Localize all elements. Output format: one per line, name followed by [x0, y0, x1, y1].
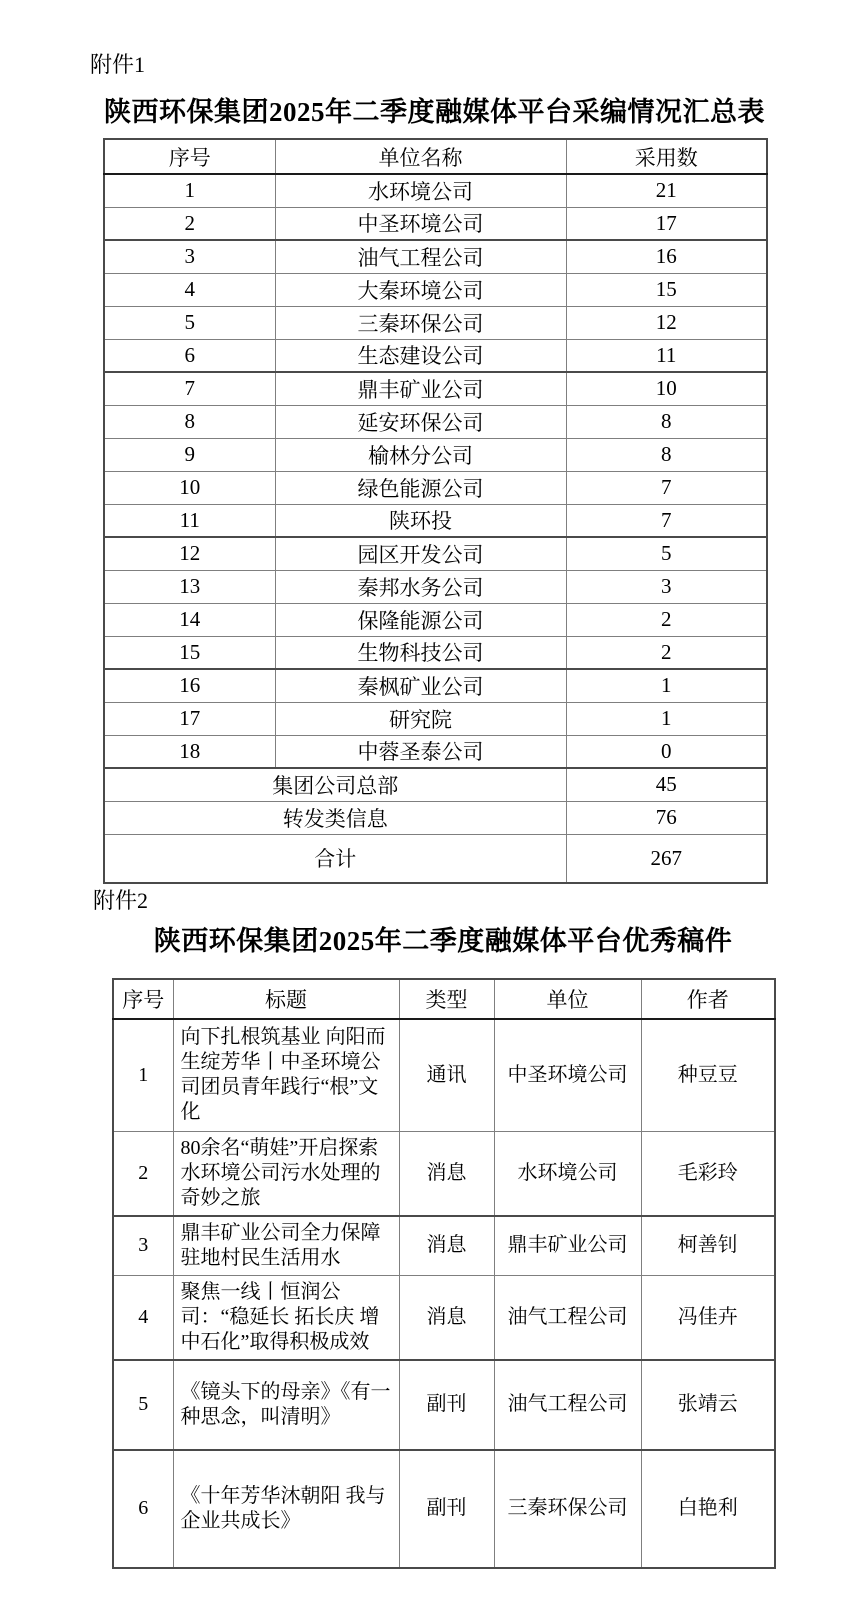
article-title: 鼎丰矿业公司全力保障驻地村民生活用水 — [173, 1216, 399, 1276]
table1-col-no: 序号 — [104, 139, 275, 174]
table-row — [104, 504, 767, 537]
article-no: 4 — [113, 1275, 173, 1360]
row-unit: 榆林分公司 — [275, 438, 566, 471]
row-unit: 延安环保公司 — [275, 405, 566, 438]
article-no: 6 — [113, 1450, 173, 1568]
summary-label: 转发类信息 — [104, 801, 566, 834]
row-no: 15 — [104, 636, 275, 669]
table1-title: 陕西环保集团2025年二季度融媒体平台采编情况汇总表 — [104, 97, 765, 127]
article-title: 聚焦一线丨恒润公司：“稳延长 拓长庆 增中石化”取得积极成效 — [173, 1275, 399, 1360]
article-author: 张靖云 — [641, 1360, 775, 1450]
table-row — [104, 240, 767, 273]
article-type: 副刊 — [399, 1450, 494, 1568]
article-title: 《镜头下的母亲》《有一种思念，叫清明》 — [173, 1360, 399, 1450]
row-no: 4 — [104, 273, 275, 306]
article-author: 白艳利 — [641, 1450, 775, 1568]
row-count: 21 — [566, 174, 767, 207]
row-unit: 园区开发公司 — [275, 537, 566, 570]
table-row — [104, 372, 767, 405]
article-unit: 水环境公司 — [494, 1131, 641, 1216]
table-row — [104, 207, 767, 240]
attachment1-label: 附件1 — [90, 52, 146, 77]
row-count: 7 — [566, 504, 767, 537]
row-unit: 生态建设公司 — [275, 339, 566, 372]
article-no: 3 — [113, 1216, 173, 1276]
table-row — [104, 306, 767, 339]
row-count: 2 — [566, 636, 767, 669]
row-unit: 鼎丰矿业公司 — [275, 372, 566, 405]
summary-count: 45 — [566, 768, 767, 801]
row-no: 1 — [104, 174, 275, 207]
summary-label: 集团公司总部 — [104, 768, 566, 801]
row-unit: 保隆能源公司 — [275, 603, 566, 636]
row-unit: 生物科技公司 — [275, 636, 566, 669]
row-no: 16 — [104, 669, 275, 702]
row-count: 1 — [566, 702, 767, 735]
article-type: 消息 — [399, 1216, 494, 1276]
table2-col-no: 序号 — [113, 979, 173, 1019]
table-row — [104, 471, 767, 504]
row-unit: 水环境公司 — [275, 174, 566, 207]
row-no: 3 — [104, 240, 275, 273]
row-no: 13 — [104, 570, 275, 603]
table-row — [104, 603, 767, 636]
article-row — [113, 1360, 775, 1450]
row-count: 8 — [566, 405, 767, 438]
article-row — [113, 1216, 775, 1276]
article-title: 《十年芳华沐朝阳 我与企业共成长》 — [173, 1450, 399, 1568]
table2-title: 陕西环保集团2025年二季度融媒体平台优秀稿件 — [153, 926, 733, 956]
article-type: 副刊 — [399, 1360, 494, 1450]
table2-col-author: 作者 — [641, 979, 775, 1019]
table2-col-unit: 单位 — [494, 979, 641, 1019]
row-unit: 秦枫矿业公司 — [275, 669, 566, 702]
row-count: 5 — [566, 537, 767, 570]
row-count: 2 — [566, 603, 767, 636]
article-title: 80余名“萌娃”开启探索水环境公司污水处理的奇妙之旅 — [173, 1131, 399, 1216]
row-count: 1 — [566, 669, 767, 702]
article-no: 5 — [113, 1360, 173, 1450]
article-type: 消息 — [399, 1275, 494, 1360]
table-row — [104, 636, 767, 669]
table-row — [104, 570, 767, 603]
table2-col-type: 类型 — [399, 979, 494, 1019]
table-row — [104, 339, 767, 372]
row-unit: 陕环投 — [275, 504, 566, 537]
article-row — [113, 1275, 775, 1360]
summary-row-hq — [104, 768, 767, 801]
article-author: 种豆豆 — [641, 1019, 775, 1131]
table-row — [104, 405, 767, 438]
table-row — [104, 438, 767, 471]
row-unit: 中蓉圣泰公司 — [275, 735, 566, 768]
row-no: 6 — [104, 339, 275, 372]
row-count: 11 — [566, 339, 767, 372]
row-unit: 秦邦水务公司 — [275, 570, 566, 603]
row-count: 16 — [566, 240, 767, 273]
row-no: 12 — [104, 537, 275, 570]
row-no: 7 — [104, 372, 275, 405]
row-unit: 三秦环保公司 — [275, 306, 566, 339]
table-row — [104, 537, 767, 570]
row-unit: 研究院 — [275, 702, 566, 735]
table-row — [104, 174, 767, 207]
article-author: 柯善钊 — [641, 1216, 775, 1276]
article-unit: 三秦环保公司 — [494, 1450, 641, 1568]
row-unit: 油气工程公司 — [275, 240, 566, 273]
article-type: 通讯 — [399, 1019, 494, 1131]
total-count: 267 — [566, 834, 767, 883]
article-author: 冯佳卉 — [641, 1275, 775, 1360]
article-no: 2 — [113, 1131, 173, 1216]
table1-col-count: 采用数 — [566, 139, 767, 174]
table-row — [104, 669, 767, 702]
row-count: 15 — [566, 273, 767, 306]
row-no: 2 — [104, 207, 275, 240]
row-no: 18 — [104, 735, 275, 768]
article-unit: 油气工程公司 — [494, 1360, 641, 1450]
row-count: 17 — [566, 207, 767, 240]
article-type: 消息 — [399, 1131, 494, 1216]
row-no: 10 — [104, 471, 275, 504]
articles-table — [112, 978, 776, 1569]
article-title: 向下扎根筑基业 向阳而生绽芳华丨中圣环境公司团员青年践行“根”文化 — [173, 1019, 399, 1131]
table-row — [104, 273, 767, 306]
table2-header-row — [113, 979, 775, 1019]
summary-count: 76 — [566, 801, 767, 834]
row-count: 0 — [566, 735, 767, 768]
row-count: 3 — [566, 570, 767, 603]
row-no: 11 — [104, 504, 275, 537]
table2-col-title: 标题 — [173, 979, 399, 1019]
total-label: 合计 — [104, 834, 566, 883]
row-no: 14 — [104, 603, 275, 636]
summary-table — [103, 138, 768, 884]
row-unit: 绿色能源公司 — [275, 471, 566, 504]
attachment2-label: 附件2 — [93, 888, 149, 913]
row-no: 9 — [104, 438, 275, 471]
article-unit: 油气工程公司 — [494, 1275, 641, 1360]
article-row — [113, 1019, 775, 1131]
total-row — [104, 834, 767, 883]
article-unit: 中圣环境公司 — [494, 1019, 641, 1131]
article-unit: 鼎丰矿业公司 — [494, 1216, 641, 1276]
table-row — [104, 702, 767, 735]
article-row — [113, 1450, 775, 1568]
row-count: 7 — [566, 471, 767, 504]
table1-header-row — [104, 139, 767, 174]
row-unit: 中圣环境公司 — [275, 207, 566, 240]
table-row — [104, 735, 767, 768]
article-no: 1 — [113, 1019, 173, 1131]
article-row — [113, 1131, 775, 1216]
table1-col-unit: 单位名称 — [275, 139, 566, 174]
row-no: 17 — [104, 702, 275, 735]
article-author: 毛彩玲 — [641, 1131, 775, 1216]
row-count: 10 — [566, 372, 767, 405]
summary-row-forward — [104, 801, 767, 834]
row-count: 12 — [566, 306, 767, 339]
row-no: 8 — [104, 405, 275, 438]
row-unit: 大秦环境公司 — [275, 273, 566, 306]
row-no: 5 — [104, 306, 275, 339]
row-count: 8 — [566, 438, 767, 471]
